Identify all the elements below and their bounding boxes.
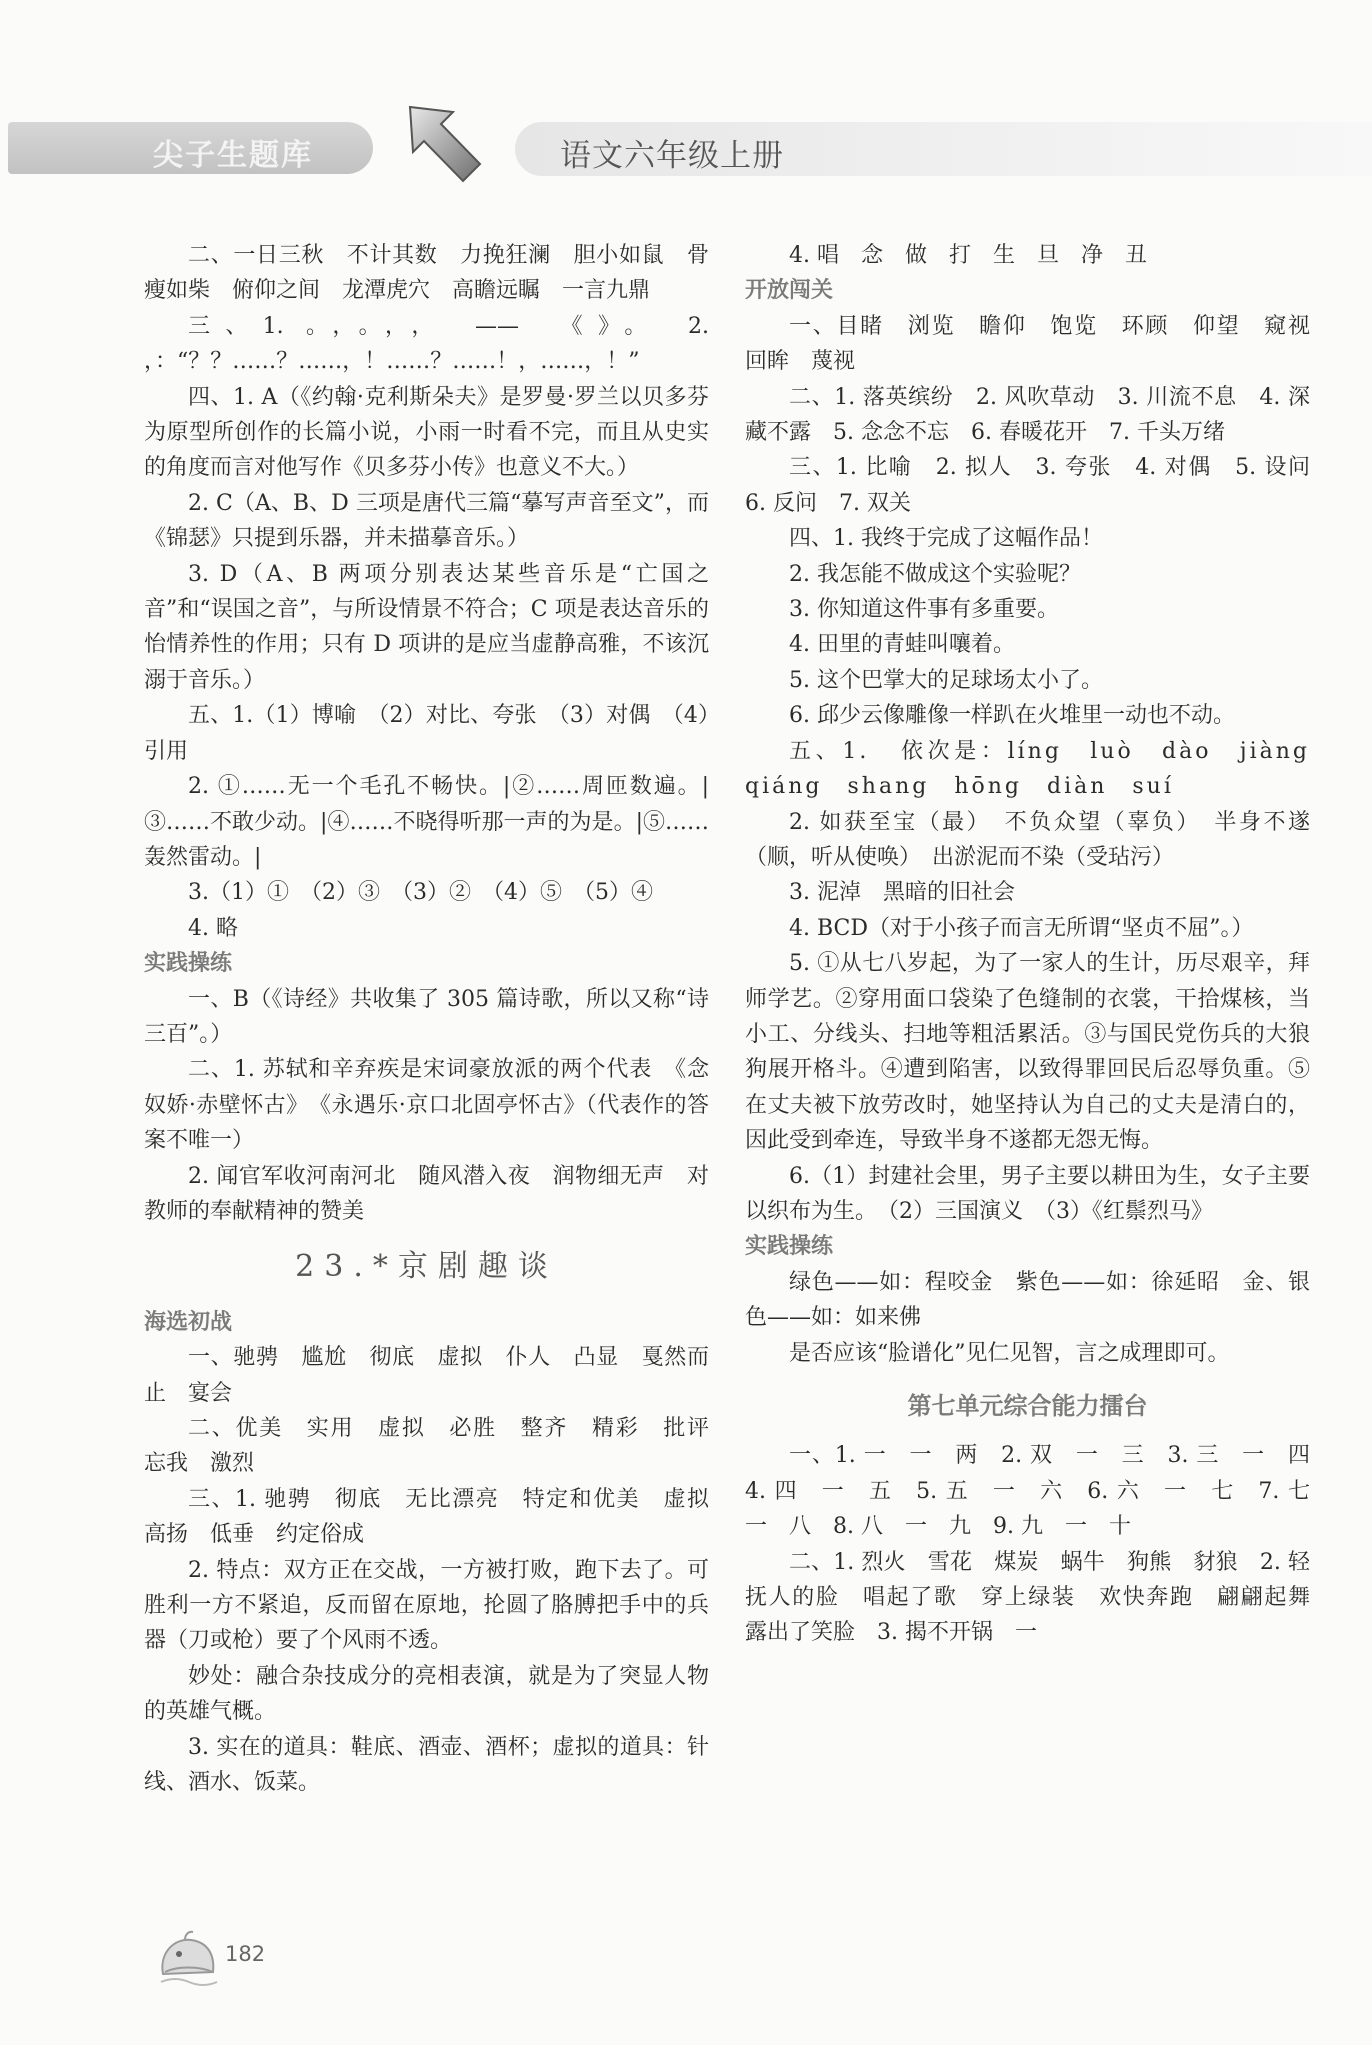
section-heading: 实践操练 xyxy=(144,951,233,977)
answer-paragraph: 4. BCD（对于小孩子而言无所谓“坚贞不屈”。） xyxy=(789,915,1254,941)
answer-paragraph: 4. 唱 念 做 打 生 旦 净 丑 xyxy=(789,243,1147,268)
answer-paragraph: 一、1. 一 一 两 2. 双 一 三 3. 三 一 四 4. 四 一 五 5. 五 一 六 6. 六 一 七 7. 七 一 八 8. 八 一 九 9. 九 一 十 xyxy=(745,1443,1333,1540)
answer-paragraph: 2. 闻官军收河南河北 随风潜入夜 润物细无声 对教师的奉献精神的赞美 xyxy=(144,1163,709,1224)
answer-paragraph: 3. 实在的道具：鞋底、酒壶、酒杯；虚拟的道具：针线、酒水、饭菜。 xyxy=(144,1734,709,1796)
brand-title: 尖子生题库 xyxy=(153,138,313,173)
answer-paragraph: 3. D（A、B 两项分别表达某些音乐是“亡国之音”和“误国之音”，与所设情景不符合；C 项是表达音乐的怡情养性的作用；只有 D 项讲的是应当虚静高雅，不该沉溺于音乐。） xyxy=(144,561,709,693)
left-column xyxy=(144,238,732,1800)
answer-paragraph: 三、1. 驰骋 彻底 无比漂亮 特定和优美 虚拟 高扬 低垂 约定俗成 xyxy=(144,1486,732,1548)
answer-paragraph: 3. 你知道这件事有多重要。 xyxy=(789,597,1059,623)
answer-paragraph: 二、优美 实用 虚拟 必胜 整齐 精彩 批评 忘我 激烈 xyxy=(144,1416,732,1477)
answer-paragraph: 三、1. 比喻 2. 拟人 3. 夸张 4. 对偶 5. 设问 6. 反问 7. 双关 xyxy=(745,455,1333,516)
page-header xyxy=(0,100,1372,190)
unit-heading: 第七单元综合能力擂台 xyxy=(907,1392,1148,1420)
answer-paragraph: 3. 泥淖 黑暗的旧社会 xyxy=(789,880,1015,906)
answer-paragraph: 四、1. A（《约翰·克利斯朵夫》是罗曼·罗兰以贝多芬为原型所创作的长篇小说，小雨一时看不完，而且从史实的角度而言对他写作《贝多芬小传》也意义不大。） xyxy=(144,384,709,481)
page-footer xyxy=(155,1928,305,1998)
answer-paragraph: 4. 略 xyxy=(188,915,238,941)
answer-paragraph: 6.（1）封建社会里，男子主要以耕田为生，女子主要以织布为生。 （2）三国演义 （3）《红鬃烈马》 xyxy=(745,1163,1310,1224)
answer-paragraph: 一、目睹 浏览 瞻仰 饱览 环顾 仰望 窥视 回眸 蔑视 xyxy=(745,313,1333,375)
answer-paragraph: 二、1. 苏轼和辛弃疾是宋词豪放派的两个代表 《念奴娇·赤壁怀古》 《永遇乐·京口北固亭怀古》（代表作的答案不唯一） xyxy=(144,1057,709,1154)
answer-paragraph: 4. 田里的青蛙叫嚷着。 xyxy=(789,632,1015,658)
answer-paragraph: 2. ①……无一个毛孔不畅快。|②……周匝数遍。|③……不敢少动。|④……不晓得听那一声的为是。|⑤……轰然雷动。| xyxy=(144,774,709,870)
lesson-title: 23.*京剧趣谈 xyxy=(295,1249,558,1285)
answer-paragraph: 3.（1）① （2）③ （3）② （4）⑤ （5）④ xyxy=(188,880,653,906)
right-column xyxy=(745,238,1336,1651)
answer-paragraph: 2. C（A、B、D 三项是唐代三篇“摹写声音至文”，而《锦瑟》只提到乐器，并未描摹音乐。） xyxy=(144,490,709,552)
answer-paragraph: 妙处：融合杂技成分的亮相表演，就是为了突显人物的英雄气概。 xyxy=(144,1663,709,1725)
section-heading: 开放闯关 xyxy=(745,278,834,304)
answer-paragraph: 二、1. 落英缤纷 2. 风吹草动 3. 川流不息 4. 深藏不露 5. 念念不忘 6. 春暖花开 7. 千头万绪 xyxy=(745,384,1310,446)
answer-paragraph: 二、1. 烈火 雪花 煤炭 蜗牛 狗熊 豺狼 2. 轻抚人的脸 唱起了歌 穿上绿装 欢快奔跑 翩翩起舞 露出了笑脸 3. 揭不开锅 一 xyxy=(745,1549,1333,1646)
answer-paragraph: 五、1.（1）博喻 （2）对比、夸张 （3）对偶 （4）引用 xyxy=(144,703,709,764)
arrow-icon xyxy=(405,102,485,187)
answer-paragraph: 是否应该“脸谱化”见仁见智，言之成理即可。 xyxy=(789,1340,1230,1366)
answer-paragraph: 绿色——如：程咬金 紫色——如：徐延昭 金、银色——如：如来佛 xyxy=(745,1269,1310,1331)
section-heading: 海选初战 xyxy=(144,1309,233,1335)
answer-paragraph: 一、B（《诗经》共收集了 305 篇诗歌，所以又称“诗三百”。） xyxy=(144,986,709,1047)
answer-paragraph: 2. 特点：双方正在交战，一方被打败，跑下去了。可胜利一方不紧追，反而留在原地，抡圆了胳膊把手中的兵器（刀或枪）要了个风雨不透。 xyxy=(144,1557,709,1654)
subject-title: 语文六年级上册 xyxy=(560,138,784,174)
subject-banner xyxy=(515,122,1372,176)
answer-paragraph: 三、1. 。，。，， —— 《》。 2. ，：“？？……？……，！……？……！，……，！” xyxy=(144,313,709,375)
answer-paragraph: 2. 如获至宝（最） 不负众望（辜负） 半身不遂（顺，听从使唤） 出淤泥而不染（受玷污） xyxy=(745,809,1310,870)
answer-paragraph: 一、驰骋 尴尬 彻底 虚拟 仆人 凸显 戛然而止 宴会 xyxy=(144,1345,709,1406)
answer-paragraph: 5. ①从七八岁起，为了一家人的生计，历尽艰辛，拜师学艺。②穿用面口袋染了色缝制的衣裳，干拾煤核，当小工、分线头、扫地等粗活累活。③与国民党伤兵的大狼狗展开格斗。④遭到陷害，以致得罪回民后忍辱负重。⑤在丈夫被下放劳改时，她坚持认为自己的丈夫是清白的，因此受到牵连，导致半身不遂都无怨无悔。 xyxy=(745,951,1310,1154)
answer-paragraph: 5. 这个巴掌大的足球场太小了。 xyxy=(789,667,1103,693)
answer-paragraph: 五、1. 依次是：líng luò dào jiàng qiáng shang hōng diàn suí xyxy=(745,738,1336,800)
brand-banner xyxy=(8,122,373,174)
answer-paragraph: 6. 邱少云像雕像一样趴在火堆里一动也不动。 xyxy=(789,703,1235,729)
answer-paragraph: 四、1. 我终于完成了这幅作品！ xyxy=(789,526,1103,552)
answer-paragraph: 2. 我怎能不做成这个实验呢？ xyxy=(789,561,1081,587)
whale-icon xyxy=(155,1928,225,1988)
section-heading: 实践操练 xyxy=(745,1234,834,1260)
page-number: 182 xyxy=(225,1942,266,1966)
answer-paragraph: 二、一日三秋 不计其数 力挽狂澜 胆小如鼠 骨瘦如柴 俯仰之间 龙潭虎穴 高瞻远瞩 一言九鼎 xyxy=(144,243,709,304)
